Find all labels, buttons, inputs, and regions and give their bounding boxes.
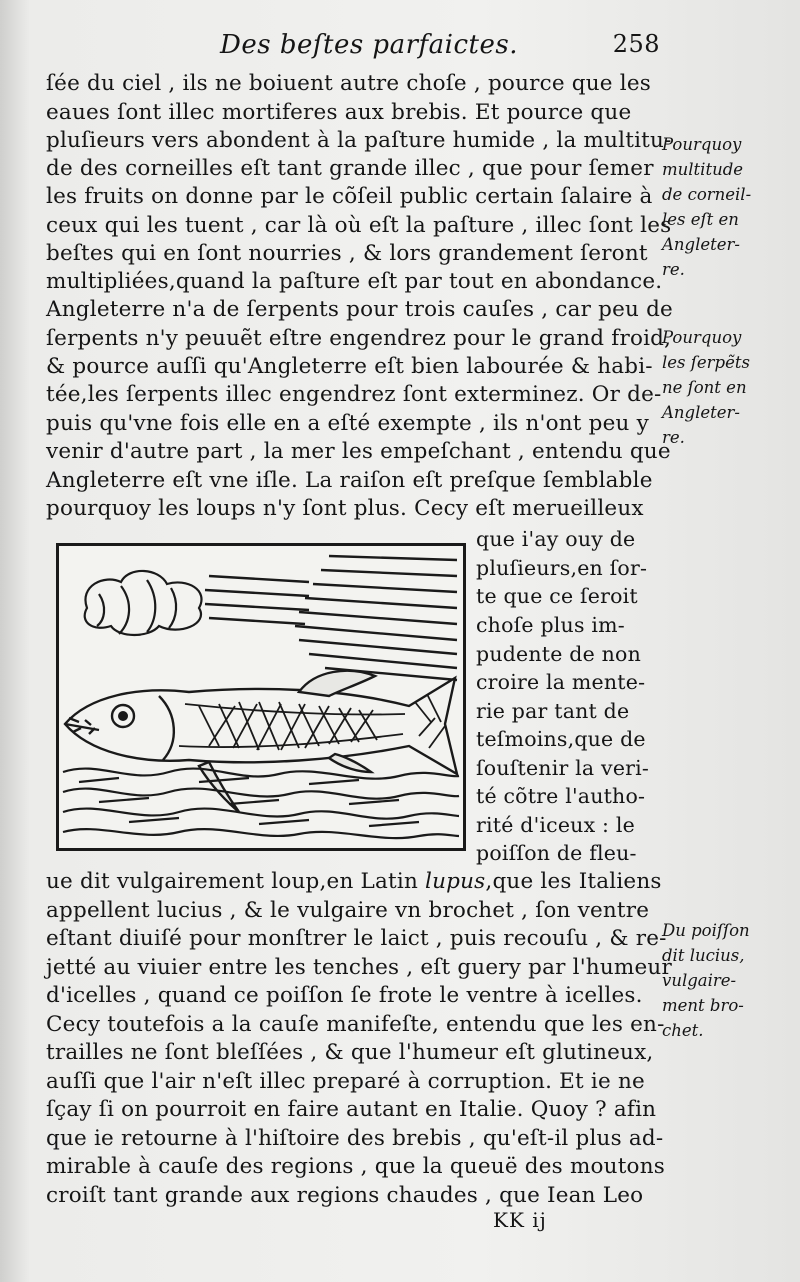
- text-line: les fruits on donne par le cõſeil public certain ſalaire à: [46, 184, 653, 209]
- text-line: rité d'iceux : le: [476, 813, 635, 837]
- text-line: Angleterre eſt vne iſle. La raiſon eſt preſque ſemblable: [46, 468, 653, 493]
- margin-note-line: Pourquoy: [662, 328, 742, 347]
- text-line: pudente de non: [476, 642, 641, 666]
- margin-note-line: les ſerpẽts: [662, 353, 750, 372]
- text-line: beſtes qui en ſont nourries , & lors grandement ſeront: [46, 241, 648, 266]
- text-line: té cõtre l'autho-: [476, 784, 646, 808]
- text-line: poiſſon de fleu-: [476, 841, 637, 865]
- text-line: eſtant diuiſé pour monſtrer le laict , puis recouſu , & re-: [46, 926, 667, 951]
- page-number: 258: [612, 30, 660, 58]
- text-line: pluſieurs,en ſor-: [476, 556, 648, 580]
- margin-note-line: de corneil-: [662, 185, 752, 204]
- text-line: pourquoy les loups n'y ſont plus. Cecy eſt merueilleux: [46, 496, 644, 521]
- text-line: te que ce ſeroit: [476, 584, 638, 608]
- margin-note-line: re.: [662, 428, 685, 447]
- text-line: venir d'autre part , la mer les empeſchant , entendu que: [46, 439, 671, 464]
- text-line: rie par tant de: [476, 699, 630, 723]
- text-line: que i'ay ouy de: [476, 527, 636, 551]
- pike-fish-icon: [59, 546, 463, 848]
- text-line: croiſt tant grande aux regions chaudes , que Iean Leo: [46, 1183, 644, 1208]
- text-line: ſouſtenir la veri-: [476, 756, 650, 780]
- margin-note-line: ment bro-: [662, 996, 744, 1015]
- text-line: pluſieurs vers abondent à la paſture humide , la multitu-: [46, 128, 672, 153]
- text-line: d'icelles , quand ce poiſſon ſe frote le ventre à icelles.: [46, 983, 643, 1008]
- margin-note-line: ne ſont en: [662, 378, 747, 397]
- margin-note-corneilles: [662, 132, 792, 282]
- text-line: auſſi que l'air n'eſt illec preparé à corruption. Et ie ne: [46, 1069, 645, 1094]
- text-line: croire la mente-: [476, 670, 646, 694]
- margin-note-line: Du poiſſon: [662, 921, 750, 940]
- text-fragment: ,que les Italiens: [485, 869, 662, 894]
- text-line-latin: [46, 868, 662, 896]
- text-line: ceux qui les tuent , car là où eſt la paſture , illec ſont les: [46, 213, 672, 238]
- text-line: ſerpents n'y peuuẽt eſtre engendrez pour le grand froid,: [46, 326, 672, 351]
- text-line: eaues ſont illec mortiferes aux brebis. Et pource que: [46, 100, 632, 125]
- running-header: [220, 30, 660, 66]
- text-line: trailles ne ſont bleſſées , & que l'humeur eſt glutineux,: [46, 1040, 654, 1065]
- margin-note-brochet: [662, 918, 792, 1043]
- text-line: Angleterre n'a de ſerpents pour trois cauſes , car peu de: [46, 297, 673, 322]
- margin-note-line: dit lucius,: [662, 946, 745, 965]
- text-line: multipliées,quand la paſture eſt par tout en abondance.: [46, 269, 663, 294]
- text-line: Cecy toutefois a la cauſe manifeſte, entendu que les en-: [46, 1012, 665, 1037]
- margin-note-line: vulgaire-: [662, 971, 737, 990]
- text-line: de des corneilles eſt tant grande illec , que pour ſemer: [46, 156, 654, 181]
- text-line: ſçay ſi on pourroit en faire autant en Italie. Quoy ? afin: [46, 1097, 657, 1122]
- pike-woodcut-illustration: [56, 543, 466, 851]
- margin-note-line: Pourquoy: [662, 135, 742, 154]
- margin-note-line: Angleter-: [662, 403, 741, 422]
- margin-note-line: les eſt en: [662, 210, 739, 229]
- text-fragment: ue dit vulgairement loup,en Latin: [46, 869, 426, 894]
- margin-note-line: re.: [662, 260, 685, 279]
- text-line: & pource auſſi qu'Angleterre eſt bien labourée & habi-: [46, 354, 653, 379]
- text-line: ſée du ciel , ils ne boiuent autre choſe , pource que les: [46, 71, 651, 96]
- margin-note-line: chet.: [662, 1021, 704, 1040]
- text-line: puis qu'vne fois elle en a eſté exempte , ils n'ont peu y: [46, 411, 649, 436]
- margin-note-line: Angleter-: [662, 235, 741, 254]
- text-line: appellent lucius , & le vulgaire vn brochet , ſon ventre: [46, 898, 650, 923]
- margin-note-serpents: [662, 325, 792, 450]
- text-line: mirable à cauſe des regions , que la queuë des moutons: [46, 1154, 665, 1179]
- margin-note-line: multitude: [662, 160, 744, 179]
- text-line: teſmoins,que de: [476, 727, 646, 751]
- text-line: que ie retourne à l'hiſtoire des brebis , qu'eſt-il plus ad-: [46, 1126, 664, 1151]
- running-title: Des beſtes parfaictes.: [220, 30, 518, 60]
- signature-mark: KK ij: [493, 1208, 547, 1232]
- text-line: choſe plus im-: [476, 613, 625, 637]
- latin-term: lupus: [425, 869, 486, 894]
- text-line: tée,les ſerpents illec engendrez ſont exterminez. Or de-: [46, 382, 662, 407]
- text-line: jetté au viuier entre les tenches , eſt guery par l'humeur: [46, 955, 672, 980]
